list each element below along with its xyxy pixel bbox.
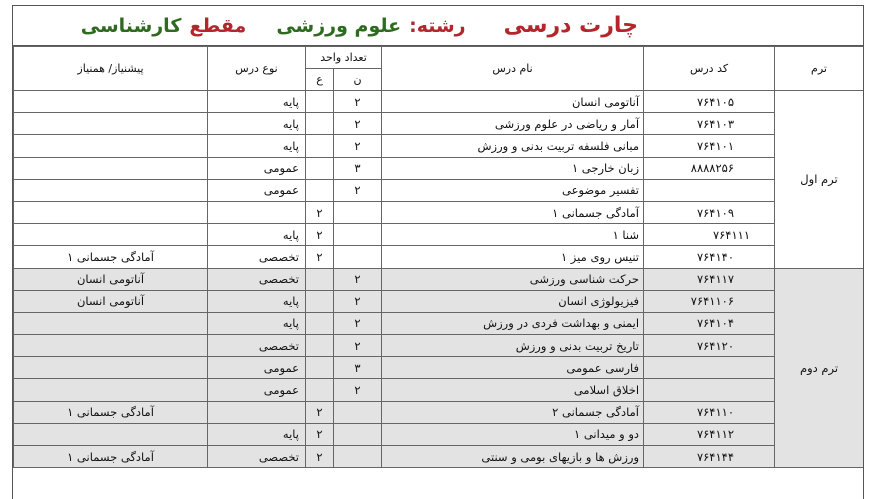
course-name: فارسی عمومی	[382, 357, 644, 379]
prerequisite	[14, 312, 208, 334]
practical-units	[306, 91, 334, 113]
prerequisite: آمادگی جسمانی ۱	[14, 446, 208, 468]
table-row	[14, 246, 864, 268]
table-row	[14, 268, 864, 290]
course-name: آمادگی جسمانی ۱	[382, 201, 644, 223]
prerequisite	[14, 201, 208, 223]
table-row	[14, 423, 864, 445]
header-row	[14, 47, 864, 69]
table-row	[14, 401, 864, 423]
prerequisite	[14, 423, 208, 445]
practical-units: ۲	[306, 246, 334, 268]
table-row	[14, 157, 864, 179]
theory-units	[334, 401, 382, 423]
table-row	[14, 379, 864, 401]
prerequisite: آناتومی انسان	[14, 268, 208, 290]
theory-units: ۲	[334, 113, 382, 135]
prerequisite	[14, 224, 208, 246]
prerequisite	[14, 113, 208, 135]
practical-units	[306, 379, 334, 401]
course-code: ۷۶۴۱۱۲	[644, 423, 775, 445]
prerequisite	[14, 357, 208, 379]
table-row	[14, 446, 864, 468]
practical-units	[306, 157, 334, 179]
course-table	[13, 46, 864, 468]
course-code: ۷۶۴۱۰۹	[644, 201, 775, 223]
header-theory: ن	[334, 69, 382, 91]
practical-units: ۲	[306, 423, 334, 445]
course-type: تخصصی	[208, 335, 306, 357]
course-code: ۸۸۸۸۲۵۶	[644, 157, 775, 179]
course-name: آمادگی جسمانی ۲	[382, 401, 644, 423]
course-code	[644, 357, 775, 379]
header-type: نوع درس	[208, 47, 306, 91]
prerequisite	[14, 91, 208, 113]
practical-units: ۲	[306, 446, 334, 468]
theory-units	[334, 446, 382, 468]
course-code: ۷۶۴۱۱۷	[644, 268, 775, 290]
course-code: ۷۶۴۱۴۰	[644, 246, 775, 268]
theory-units	[334, 423, 382, 445]
theory-units: ۲	[334, 179, 382, 201]
course-name: آناتومی انسان	[382, 91, 644, 113]
theory-units: ۳	[334, 357, 382, 379]
course-chart-sheet	[12, 5, 864, 499]
course-name: تنیس روی میز ۱	[382, 246, 644, 268]
header-units: تعداد واحد	[306, 47, 382, 69]
theory-units: ۲	[334, 312, 382, 334]
theory-units: ۲	[334, 135, 382, 157]
course-type: پایه	[208, 312, 306, 334]
header-prereq: پیشنیاز/ همنیاز	[14, 47, 208, 91]
course-type	[208, 401, 306, 423]
course-type: تخصصی	[208, 246, 306, 268]
theory-units	[334, 201, 382, 223]
course-name: تفسیر موضوعی	[382, 179, 644, 201]
theory-units	[334, 246, 382, 268]
course-name: فیزیولوژی انسان	[382, 290, 644, 312]
course-code: ۷۶۴۱۱۰	[644, 401, 775, 423]
title-degree-label: مقطع	[189, 14, 247, 37]
course-type: پایه	[208, 290, 306, 312]
table-row	[14, 91, 864, 113]
course-code	[644, 379, 775, 401]
header-term: ترم	[775, 47, 864, 91]
course-type: عمومی	[208, 157, 306, 179]
course-type: تخصصی	[208, 268, 306, 290]
course-code	[644, 179, 775, 201]
table-row	[14, 312, 864, 334]
course-name: اخلاق اسلامی	[382, 379, 644, 401]
course-type: پایه	[208, 113, 306, 135]
header-code: کد درس	[644, 47, 775, 91]
prerequisite	[14, 379, 208, 401]
table-row	[14, 224, 864, 246]
course-name: زبان خارجی ۱	[382, 157, 644, 179]
prerequisite	[14, 135, 208, 157]
table-row	[14, 290, 864, 312]
practical-units	[306, 357, 334, 379]
course-name: تاریخ تربیت بدنی و ورزش	[382, 335, 644, 357]
title-chart: چارت درسی	[503, 13, 638, 38]
course-code: ۷۶۴۱۰۵	[644, 91, 775, 113]
table-row	[14, 357, 864, 379]
course-code: ۷۶۴۱۰۳	[644, 113, 775, 135]
course-name: آمار و ریاضی در علوم ورزشی	[382, 113, 644, 135]
practical-units	[306, 179, 334, 201]
course-name: شنا ۱	[382, 224, 644, 246]
prerequisite	[14, 157, 208, 179]
prerequisite: آمادگی جسمانی ۱	[14, 401, 208, 423]
course-type: پایه	[208, 224, 306, 246]
title-field-value: علوم ورزشی	[276, 14, 402, 37]
prerequisite	[14, 179, 208, 201]
practical-units	[306, 113, 334, 135]
course-code: ۷۶۴۱۰۱	[644, 135, 775, 157]
course-type: پایه	[208, 91, 306, 113]
prerequisite	[14, 335, 208, 357]
title-degree-value: کارشناسی	[80, 14, 182, 37]
practical-units	[306, 135, 334, 157]
course-code: ۷۶۴۱۰۴	[644, 312, 775, 334]
practical-units	[306, 335, 334, 357]
course-name: حرکت شناسی ورزشی	[382, 268, 644, 290]
theory-units: ۳	[334, 157, 382, 179]
theory-units	[334, 224, 382, 246]
course-type: عمومی	[208, 357, 306, 379]
course-name: ایمنی و بهداشت فردی در ورزش	[382, 312, 644, 334]
title-field-label: رشته:	[409, 14, 466, 37]
course-code: ۷۶۴۱۱۱	[644, 224, 775, 246]
course-code: ۷۶۴۱۲۰	[644, 335, 775, 357]
course-code: ۷۶۴۱۱۰۶	[644, 290, 775, 312]
table-row	[14, 113, 864, 135]
prerequisite: آمادگی جسمانی ۱	[14, 246, 208, 268]
practical-units	[306, 312, 334, 334]
header-name: نام درس	[382, 47, 644, 91]
table-row	[14, 135, 864, 157]
table-row	[14, 179, 864, 201]
table-row	[14, 335, 864, 357]
theory-units: ۲	[334, 290, 382, 312]
practical-units	[306, 290, 334, 312]
theory-units: ۲	[334, 335, 382, 357]
term-label: ترم اول	[775, 91, 864, 269]
practical-units: ۲	[306, 224, 334, 246]
course-name: دو و میدانی ۱	[382, 423, 644, 445]
theory-units: ۲	[334, 268, 382, 290]
course-type: پایه	[208, 135, 306, 157]
course-code: ۷۶۴۱۴۴	[644, 446, 775, 468]
header-practical: ع	[306, 69, 334, 91]
table-row	[14, 201, 864, 223]
practical-units: ۲	[306, 201, 334, 223]
practical-units: ۲	[306, 401, 334, 423]
course-type: عمومی	[208, 379, 306, 401]
practical-units	[306, 268, 334, 290]
course-type: پایه	[208, 423, 306, 445]
course-type	[208, 201, 306, 223]
theory-units: ۲	[334, 379, 382, 401]
theory-units: ۲	[334, 91, 382, 113]
course-type: عمومی	[208, 179, 306, 201]
course-type: تخصصی	[208, 446, 306, 468]
title-bar	[13, 6, 863, 46]
table-body	[14, 91, 864, 468]
term-label: ترم دوم	[775, 268, 864, 468]
course-name: ورزش ها و بازیهای بومی و سنتی	[382, 446, 644, 468]
course-name: مبانی فلسفه تربیت بدنی و ورزش	[382, 135, 644, 157]
prerequisite: آناتومی انسان	[14, 290, 208, 312]
